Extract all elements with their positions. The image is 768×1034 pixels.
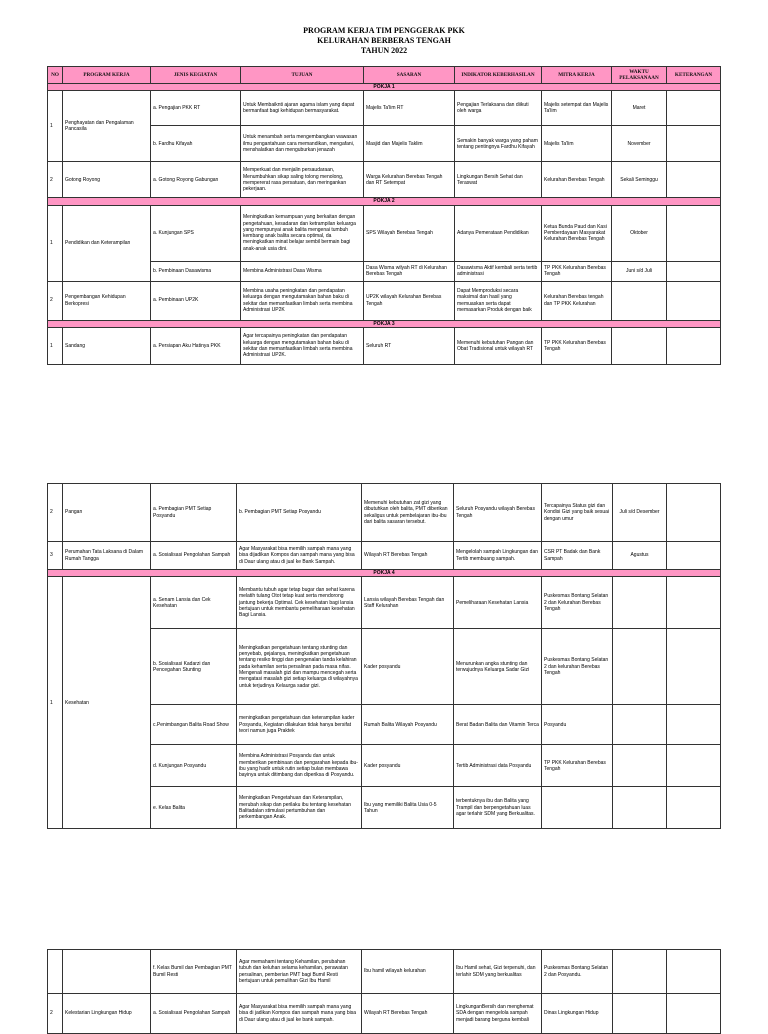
work-program-table-page1 bbox=[47, 66, 721, 365]
cell-keterangan bbox=[667, 281, 721, 320]
cell-no: 2 bbox=[48, 162, 63, 198]
cell-kegiatan: e. Kelas Balita bbox=[151, 787, 237, 829]
table-row bbox=[48, 542, 721, 570]
col-header-program: PROGRAM KERJA bbox=[63, 67, 151, 84]
cell-kegiatan: a. Kunjungan SPS bbox=[151, 205, 241, 261]
cell-keterangan bbox=[667, 261, 721, 281]
col-header-indikator: INDIKATOR KEBERHASILAN bbox=[455, 67, 542, 84]
cell-sasaran: Memenuhi kebutuhan zat gizi yang dibutuhkan oleh balita, PMT diberikan sekaligus untuk pembelajaran ibu-ibu dari balita sasaran tersebut. bbox=[362, 484, 454, 542]
cell-waktu bbox=[613, 787, 667, 829]
cell-waktu bbox=[613, 629, 667, 705]
cell-waktu bbox=[613, 705, 667, 745]
doc-title-line1: PROGRAM KERJA TIM PENGGERAK PKK bbox=[303, 26, 465, 35]
cell-keterangan bbox=[667, 705, 721, 745]
cell-kegiatan: b. Sosialisasi Kadarzi dan Pencegahan Stunting bbox=[151, 629, 237, 705]
cell-indikator: Berat Badan Balita dan Vitamin Terca bbox=[454, 705, 542, 745]
section-pokja-3: POKJA 3 bbox=[48, 320, 721, 327]
cell-no: 1 bbox=[48, 577, 63, 829]
work-program-table-page3 bbox=[47, 949, 721, 1034]
cell-sasaran: Wilayah RT Berebas Tengah bbox=[362, 542, 454, 570]
table-row bbox=[48, 162, 721, 198]
cell-kegiatan: a. Persiapan Aku Hatinya PKK bbox=[151, 327, 241, 364]
cell-indikator: terbentuknya ibu dan Balita yang Trampil dan berpengetahuan luas agar terlahir SDM yang Berkualitas. bbox=[454, 787, 542, 829]
cell-mitra: Majelis Ta'lim bbox=[542, 126, 612, 162]
cell-tujuan: Membantu tubuh agar tetap bugar dan sehat karena melatih tulang Otot tetap kuat serta mendorong jantung bekerja Optimal. Cek kesehatan bagi lansia bertujuan untuk membantu pemeliharaan kesehatan Bagi Lansia. bbox=[237, 577, 362, 629]
cell-indikator: Dasawisma Aktif kembali serta tertib administrasi bbox=[455, 261, 542, 281]
cell-sasaran: UP2K wilayah Kelurahan Berebas Tengah bbox=[364, 281, 455, 320]
cell-waktu bbox=[613, 577, 667, 629]
cell-tujuan: Agar memahami tentang Kehamilan, perubahan tubuh dan keluhan selama kehamilan, perawatan persalinan, pemberian PMT bagi Bumil Resti bertujuan untuk pemulihan Gizi Ibu Hamil bbox=[237, 950, 362, 994]
cell-mitra: Tercapainya Status gizi dan Kondisi Gizi yang baik sesuai dengan umur bbox=[542, 484, 613, 542]
cell-tujuan: Agar Masyarakat bisa memilih sampah mana yang bisa di jadikan Kompos dan sampah mana yang bisa di Daur ulang atau di jual ke bank sampah. bbox=[237, 994, 362, 1034]
cell-program: Kesehatan bbox=[63, 577, 151, 829]
cell-tujuan: Meningkatkan Pengetahuan dan Keterampilan, merubah sikap dan perilaku ibu tentang kesehatan Balitadalan stimulasi pertumbuhan dan perkembangan Anak. bbox=[237, 787, 362, 829]
cell-sasaran: SPS Wilayah Berebas Tengah bbox=[364, 205, 455, 261]
cell-keterangan bbox=[667, 162, 721, 198]
cell-indikator: Adanya Pemerataan Pendidikan bbox=[455, 205, 542, 261]
cell-sasaran: Kader posyandu bbox=[362, 745, 454, 787]
table-header-row bbox=[48, 67, 721, 84]
table-row bbox=[48, 577, 721, 629]
cell-program: Sandang bbox=[63, 327, 151, 364]
col-header-sasaran: SASARAN bbox=[364, 67, 455, 84]
cell-indikator: Pengajian Terlaksana dan diikuti oleh warga bbox=[455, 91, 542, 126]
cell-kegiatan: d. Kunjungan Posyandu bbox=[151, 745, 237, 787]
cell-indikator: Tertib Administrasi data Posyandu bbox=[454, 745, 542, 787]
cell-tujuan: Membina Administrasi Dasa Wisma bbox=[241, 261, 364, 281]
cell-keterangan bbox=[667, 542, 721, 570]
cell-mitra: Puskesmas Bontang Selatan 2 dan kelurahan Berebas Tengah bbox=[542, 629, 613, 705]
cell-tujuan: Membina Administrasi Posyandu dan untuk memberikan pembinaan dan pengarahan kepada ibu-ibu yang hadir untuk rutin setiap bulan membawa bayinya untuk ditimbang dan diperiksa di Posyandu. bbox=[237, 745, 362, 787]
cell-keterangan bbox=[667, 205, 721, 261]
col-header-kegiatan: JENIS KEGIATAN bbox=[151, 67, 241, 84]
cell-sasaran: Rumah Balita Wilayah Posyandu bbox=[362, 705, 454, 745]
cell-indikator: LingkunganBersih dan menghemat SDA dengan mengelola sampah menjadi barang berguna kembali bbox=[454, 994, 542, 1034]
cell-keterangan bbox=[667, 745, 721, 787]
cell-waktu: Maret bbox=[612, 91, 667, 126]
cell-waktu: Juli s/d Desember bbox=[613, 484, 667, 542]
cell-sasaran: Masjid dan Majelis Taklim bbox=[364, 126, 455, 162]
cell-kegiatan: a. Pembinaan UP2K bbox=[151, 281, 241, 320]
cell-keterangan bbox=[667, 994, 721, 1034]
cell-mitra: Kelurahan Berebas tengah dan TP PKK Kelurahan bbox=[542, 281, 612, 320]
table-row bbox=[48, 484, 721, 542]
cell-tujuan: meningkatkan pengetahuan dan keterampilan kader Posyandu, Kegiatan dilakukan tidak hanya bersifat teori namun juga Praktek bbox=[237, 705, 362, 745]
cell-sasaran: Ibu hamil wilayah kelurahan bbox=[362, 950, 454, 994]
cell-waktu: Oktober bbox=[612, 205, 667, 261]
cell-keterangan bbox=[667, 629, 721, 705]
table-row bbox=[48, 205, 721, 261]
cell-sasaran: Kader posyandu bbox=[362, 629, 454, 705]
cell-program: Kelestarian Lingkungan Hidup bbox=[63, 994, 151, 1034]
cell-kegiatan: a. Pembagian PMT Setiap Posyandu bbox=[151, 484, 237, 542]
cell-program: Penghayatan dan Pengalaman Pancasila bbox=[63, 91, 151, 162]
cell-mitra: Dinas Lingkungan Hidup bbox=[542, 994, 613, 1034]
cell-kegiatan: a. Sosialisasi Pengolahan Sampah bbox=[151, 994, 237, 1034]
cell-indikator: Menurunkan angka stunting dan terwujudnya Keluarga Sadar Gizi bbox=[454, 629, 542, 705]
cell-no: 2 bbox=[48, 994, 63, 1034]
cell-kegiatan: c.Penimbangan Balita Road Show bbox=[151, 705, 237, 745]
cell-kegiatan: a. Senam Lansia dan Cek Kesehatan bbox=[151, 577, 237, 629]
cell-no: 1 bbox=[48, 327, 63, 364]
table-row bbox=[48, 950, 721, 994]
section-pokja-1: POKJA 1 bbox=[48, 84, 721, 91]
cell-mitra: Kelurahan Berebas Tengah bbox=[542, 162, 612, 198]
cell-mitra: Puskesmas Bontang Selatan 2 dan Kelurahan Berebas Tengah bbox=[542, 577, 613, 629]
col-header-mitra: MITRA KERJA bbox=[542, 67, 612, 84]
section-pokja-4: POKJA 4 bbox=[48, 570, 721, 577]
cell-program: Perumahan Tata Laksana di Dalam Rumah Tangga bbox=[63, 542, 151, 570]
cell-indikator: Lingkungan Bersih Sehat dan Teraswat bbox=[455, 162, 542, 198]
cell-program: Gotong Royong bbox=[63, 162, 151, 198]
cell-sasaran: Warga Kelurahan Berebas Tengah dan RT Setempat bbox=[364, 162, 455, 198]
col-header-keterangan: KETERANGAN bbox=[667, 67, 721, 84]
cell-kegiatan: a. Sosialisasi Pengolahan Sampah bbox=[151, 542, 237, 570]
cell-waktu: Agustus bbox=[613, 542, 667, 570]
cell-tujuan: b. Pembagian PMT Setiap Posyandu bbox=[237, 484, 362, 542]
cell-sasaran: Majelis Ta'lim RT bbox=[364, 91, 455, 126]
cell-sasaran: Wilayah RT Berebas Tengah bbox=[362, 994, 454, 1034]
cell-sasaran: Dasa Wisma wilyah RT di Kelurahan Berebas Tengah bbox=[364, 261, 455, 281]
cell-waktu: November bbox=[612, 126, 667, 162]
section-pokja-2: POKJA 2 bbox=[48, 198, 721, 205]
cell-program: Pendidikan dan Keterampilan bbox=[63, 205, 151, 281]
cell-tujuan: Untuk Membaiknti ajaran agama islam yang dapat bermanfaat bagi kehidupan bermasyarakat. bbox=[241, 91, 364, 126]
cell-indikator: Mengelolah sampah Lingkungan dan Tertib membuang sampah. bbox=[454, 542, 542, 570]
cell-mitra: TP PKK Kelurahan Berebas Tengah bbox=[542, 327, 612, 364]
cell-mitra: Ketua Bunda Paud dan Kasi Pemberdayaan Masyarakat Kelurahan Berebas Tengah bbox=[542, 205, 612, 261]
cell-kegiatan: b. Fardhu Kifayah bbox=[151, 126, 241, 162]
cell-tujuan: Meningkatkan kemampuan yang berkaitan dengan pengetahuan, kesadaran dan ketrampilan keluarga yang mempunyai anak balita mengenai tumbuh kembang anak balita secara optimal, da meningkatkan minat belajar sembil bermain bagi anak-anak usia dini. bbox=[241, 205, 364, 261]
cell-waktu: Sekali Seminggu bbox=[612, 162, 667, 198]
cell-mitra: CSR PT Badak dan Bank Sampah bbox=[542, 542, 613, 570]
cell-no: 2 bbox=[48, 281, 63, 320]
cell-mitra: TP PKK Kelurahan Berebas Tengah bbox=[542, 261, 612, 281]
table-row bbox=[48, 281, 721, 320]
cell-kegiatan: f. Kelas Bumil dan Pembagian PMT Bumil Resti bbox=[151, 950, 237, 994]
cell-waktu bbox=[612, 327, 667, 364]
cell-indikator: Seluruh Posyandu wilayah Berebas Tengah bbox=[454, 484, 542, 542]
cell-keterangan bbox=[667, 327, 721, 364]
cell-tujuan: Untuk menambah serta mengembangkan wawasan ilmu pengantahuan cara memandikan, mengafani, menshalatkan dan menguburkan jenazah bbox=[241, 126, 364, 162]
cell-mitra: Majelis setempat dan Majelis Ta'lim bbox=[542, 91, 612, 126]
cell-indikator: Pemeliharaan Kesehatan Lansia bbox=[454, 577, 542, 629]
cell-keterangan bbox=[667, 91, 721, 126]
cell-kegiatan: a. Gotong Royong Gabungan bbox=[151, 162, 241, 198]
cell-no: 1 bbox=[48, 205, 63, 281]
cell-no: 1 bbox=[48, 91, 63, 162]
cell-tujuan: Agar Masyarakat bisa memilih sampah mana yang bisa dijadikan Kompos dan sampah mana yang bisa di Daur ulang atau di jual ke Bank Sampah. bbox=[237, 542, 362, 570]
cell-indikator: Dapat Memproduksi secara maksimal dan hasil yang memuaskan serta dapat memasarkan Produk dengan baik bbox=[455, 281, 542, 320]
cell-mitra bbox=[542, 787, 613, 829]
cell-no: 3 bbox=[48, 542, 63, 570]
cell-waktu bbox=[613, 950, 667, 994]
cell-no bbox=[48, 950, 63, 994]
table-row bbox=[48, 91, 721, 126]
cell-waktu bbox=[612, 281, 667, 320]
cell-tujuan: Agar tercapainya peningkatan dan pendapatan keluarga dengan mengutamakan bahan baku di sekitar dan memanfaatkan limbah serta membina Administrasi UP2K. bbox=[241, 327, 364, 364]
cell-mitra: Puskesmas Bontang Selatan 2 dan Posyandu. bbox=[542, 950, 613, 994]
table-row bbox=[48, 327, 721, 364]
cell-tujuan: Memperkuat dan menjalin persaudaraan, Menumbuhkan sikap saling tolong menolong, mempererat rasa persatuan, dan meringankan pekerjaan. bbox=[241, 162, 364, 198]
cell-program: Pengembangan Kehidupan Berkopresi bbox=[63, 281, 151, 320]
cell-sasaran: Seluruh RT bbox=[364, 327, 455, 364]
cell-mitra: Posyandu bbox=[542, 705, 613, 745]
cell-keterangan bbox=[667, 787, 721, 829]
cell-tujuan: Membina usaha peningkatan dan pendapatan keluarga dengan mengutamakan bahan baku di sekitar dan memanfaatkan limbah serta membina Administrasi UP2K bbox=[241, 281, 364, 320]
work-program-table-page2 bbox=[47, 483, 721, 829]
cell-no: 2 bbox=[48, 484, 63, 542]
col-header-no: NO bbox=[48, 67, 63, 84]
cell-waktu bbox=[613, 994, 667, 1034]
cell-waktu: Juni s/d Juli bbox=[612, 261, 667, 281]
cell-indikator: Ibu Hamil sehat, Gizi terpenuhi, dan terlahir SDM yang berkualitas bbox=[454, 950, 542, 994]
cell-keterangan bbox=[667, 950, 721, 994]
cell-program bbox=[63, 950, 151, 994]
cell-keterangan bbox=[667, 577, 721, 629]
table-row bbox=[48, 994, 721, 1034]
cell-kegiatan: a. Pengajian PKK RT bbox=[151, 91, 241, 126]
cell-tujuan: Meningkatkan pengetahuan tentang stunting dan penyebab, gejalanya, meningkatkan pengetahuan tentang resiko tinggi dan pengenalan tanda kelahiran pada kehamilan serta persalinan pada masa nifas. Mengenali masalah gizi dan mampu mencegah serta mengatasi masalah gizi setiap keluarga di wilayahnya untuk terjudinya Kelaurga sadar gizi. bbox=[237, 629, 362, 705]
cell-kegiatan: b. Pembinaan Dasawisma bbox=[151, 261, 241, 281]
col-header-waktu: WAKTU PELAKSANAAN bbox=[612, 67, 667, 84]
cell-waktu bbox=[613, 745, 667, 787]
cell-keterangan bbox=[667, 126, 721, 162]
doc-title-line2: KELURAHAN BERBERAS TENGAH bbox=[317, 36, 451, 45]
cell-keterangan bbox=[667, 484, 721, 542]
cell-sasaran: Ibu yang memiliki Balita Usia 0-5 Tahun bbox=[362, 787, 454, 829]
cell-mitra: TP PKK Kelurahan Berebas Tengah bbox=[542, 745, 613, 787]
cell-indikator: Memenuhi kebutuhan Pangan dan Obat Tradisional untuk wilayah RT bbox=[455, 327, 542, 364]
cell-sasaran: Lansia wilayah Berebas Tengah dan Staff Kelurahan bbox=[362, 577, 454, 629]
cell-indikator: Semakin banyak warga yang paham tentang pentingnya Fardhu Kifayah bbox=[455, 126, 542, 162]
col-header-tujuan: TUJUAN bbox=[241, 67, 364, 84]
doc-title-line3: TAHUN 2022 bbox=[360, 46, 408, 55]
cell-program: Pangan bbox=[63, 484, 151, 542]
